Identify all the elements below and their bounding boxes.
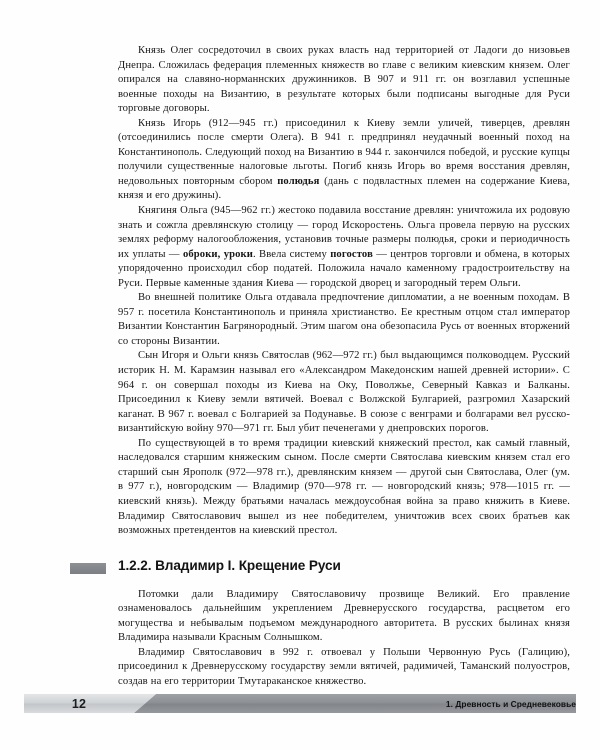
text-run: Владимир Святославович в 992 г. отвоевал у Польши Червонную Русь (Галицию), присоединил к Древнерусскому государству земли вятичей, радимичей, Таманский полуостров, создав на его территории Тмутараканское княжество. xyxy=(118,646,570,687)
page-number: 12 xyxy=(71,696,87,711)
paragraph xyxy=(118,646,570,690)
text-run: Сын Игоря и Ольги князь Святослав (962—972 гг.) был выдающимся полководцем. Русский историк Н. М. Карамзин называл его «Александром Македонским нашей древней истории». С 964 г. он совершал походы из Киева на Оку, Поволжье, Северный Кавказ и Балканы. Присоединил к Киеву земли вятичей. Воевал с Волжской Булгарией, разгромил Хазарский каганат. В 967 г. воевал с Болгарией за Подунавье. В союзе с венграми и болгарами вел русско-византийскую войну 970—971 гг. Был убит печенегами у днепровских порогов. xyxy=(118,350,570,435)
text-run: (дань с подвластных племен на содержание Киева, князя и его дружины). xyxy=(118,175,570,202)
paragraph xyxy=(118,44,570,117)
text-run: . Ввела систему xyxy=(253,248,331,260)
paragraph xyxy=(118,437,570,539)
text-run: Потомки дали Владимиру Святославовичу прозвище Великий. Его правление ознаменовалось дальнейшим укреплением Древнерусского государства, расцветом его могущества и небывалым подъемом международного авторитета. В русских былинах князя Владимира называли Красным Солнышком. xyxy=(118,588,570,644)
running-head-label: 1. Древность и Средневековье xyxy=(445,698,576,709)
section-paragraphs xyxy=(118,588,570,690)
paragraph xyxy=(118,588,570,646)
text-run: — центров торговли и обмена, в которых упорядоченно происходил сбор податей. Положила начало каменному градостроительству на Руси. Первые каменные здания Киева — городской дворец и загородный терем Ольги. xyxy=(118,248,570,289)
paragraph xyxy=(118,204,570,291)
paragraph xyxy=(118,291,570,349)
section-heading xyxy=(118,559,570,579)
page-footer xyxy=(0,694,600,713)
section-bullet-icon xyxy=(70,563,106,574)
section-heading-title: 1.2.2. Владимир I. Крещение Руси xyxy=(118,557,341,573)
text-run: Князь Олег сосредоточил в своих руках власть над территорией от Ладоги до низовьев Днепра. Сложилась федерация племенных княжеств во главе с великим киевским князем. Олег опирался на славяно-норманнских дружинников. В 907 и 911 гг. он возглавил успешные военные походы на Византию, в результате которых были подписаны выгодные для Руси торговые договоры. xyxy=(118,45,570,115)
paragraph xyxy=(118,349,570,436)
text-run: Князь Игорь (912—945 гг.) присоединил к Киеву земли уличей, тиверцев, древлян (отсоединились после смерти Олега). В 941 г. предпринял неудачный военный поход на Константинополь. Следующий поход на Византию в 944 г. закончился победой, и русские купцы получили существенные налоговые льготы. Погиб князь Игорь во время восстания древлян, недовольных повторным сбором xyxy=(118,117,570,187)
body-paragraphs xyxy=(118,44,570,539)
page-content-column xyxy=(118,44,570,689)
text-run: По существующей в то время традиции киевский княжеский престол, как самый главный, наследовался старшим княжеским сыном. После смерти Святослава киевским князем стал его старший сын Ярополк (972—978 гг.), древлянским князем — другой сын Святослава, Олег (ум. в 977 г.), новгородским — Владимир (970—978 гг. — новгородский князь; 978—1015 гг. — киевский князь). Между братьями началась междоусобная война за право княжить в Киеве. Владимир Святославович вышел из нее победителем, уничтожив всех своих братьев как возможных претендентов на киевский престол. xyxy=(118,437,570,537)
emphasized-term: полюдья xyxy=(277,175,320,187)
emphasized-term: погостов xyxy=(330,248,373,260)
emphasized-term: оброки, уроки xyxy=(182,248,253,260)
paragraph xyxy=(118,117,570,204)
text-run: Во внешней политике Ольга отдавала предпочтение дипломатии, а не военным походам. В 957 г. посетила Константинополь и приняла христианство. Ее крестным отцом стал император Византии Константин Багрянородный. Этим шагом она обезопасила Русь от военных вторжений со стороны Византии. xyxy=(118,292,570,347)
text-run: Княгиня Ольга (945—962 гг.) жестоко подавила восстание древлян: уничтожила их родовую знать и сожгла древлянскую столицу — город Искоростень. Ольга провела первую на русских землях реформу налогообложения, установив точные размеры полюдья, сроки и периодичность их уплаты — xyxy=(118,205,570,260)
